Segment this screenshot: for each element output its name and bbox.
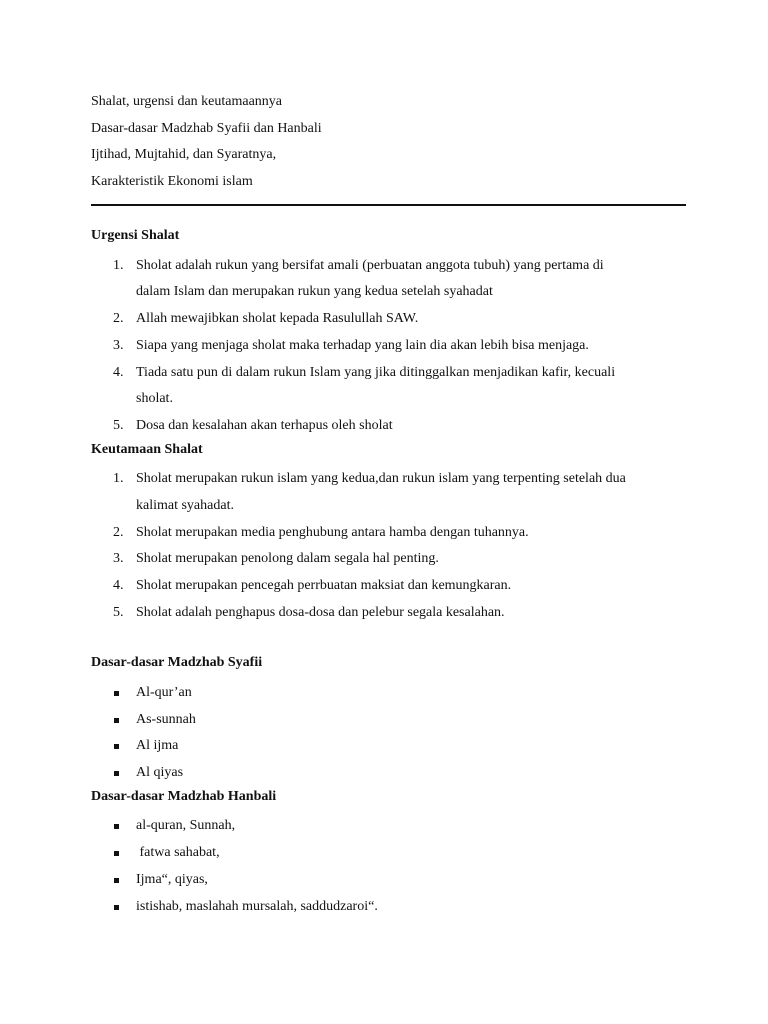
list-item <box>91 520 686 547</box>
square-bullet-icon <box>114 851 119 856</box>
list-item <box>91 733 686 760</box>
list-item-text: istishab, maslahah mursalah, saddudzaroi“. <box>136 898 378 914</box>
list-item-text: Al ijma <box>136 738 179 754</box>
list-item <box>91 413 686 440</box>
square-bullet-icon <box>114 824 119 829</box>
list-item <box>91 573 686 600</box>
topic-line: Shalat, urgensi dan keutamaannya <box>91 94 283 109</box>
urgensi-list <box>91 253 686 440</box>
list-item <box>91 546 686 573</box>
list-item <box>91 333 686 360</box>
topic-list <box>91 92 322 199</box>
list-number: 5. <box>113 604 124 620</box>
list-number: 3. <box>113 551 124 567</box>
section-heading-keutamaan: Keutamaan Shalat <box>91 441 203 457</box>
topic-line: Dasar-dasar Madzhab Syafii dan Hanbali <box>91 120 322 136</box>
list-item <box>91 360 686 413</box>
list-item <box>91 707 686 734</box>
list-item-text: kalimat syahadat. <box>136 498 234 513</box>
horizontal-divider <box>91 204 686 206</box>
document-body <box>91 226 686 920</box>
list-item-text: Sholat adalah penghapus dosa-dosa dan pelebur segala kesalahan. <box>136 604 505 620</box>
list-item-text: Tiada satu pun di dalam rukun Islam yang jika ditinggalkan menjadikan kafir, kecuali <box>136 364 616 380</box>
square-bullet-icon <box>114 771 119 776</box>
list-item-text: Sholat adalah rukun yang bersifat amali (perbuatan anggota tubuh) yang pertama di <box>136 257 604 273</box>
list-number: 3. <box>113 337 124 353</box>
list-item-text: Sholat merupakan pencegah perrbuatan maksiat dan kemungkaran. <box>136 578 512 594</box>
list-item <box>91 253 686 306</box>
list-item-text: fatwa sahabat, <box>136 845 220 861</box>
list-item <box>91 813 686 840</box>
topic-line: Ijtihad, Mujtahid, dan Syaratnya, <box>91 147 277 163</box>
list-item-text: Siapa yang menjaga sholat maka terhadap yang lain dia akan lebih bisa menjaga. <box>136 337 589 353</box>
list-item-text: Al-qur’an <box>136 684 192 700</box>
list-item-text: Allah mewajibkan sholat kepada Rasulullah SAW. <box>136 311 419 327</box>
section-heading-urgensi: Urgensi Shalat <box>91 228 180 243</box>
square-bullet-icon <box>114 744 119 749</box>
section-heading-hanbali: Dasar-dasar Madzhab Hanbali <box>91 788 277 804</box>
square-bullet-icon <box>114 905 119 910</box>
syafii-list <box>91 680 686 787</box>
list-number: 2. <box>113 311 124 327</box>
list-item <box>91 760 686 787</box>
list-number: 4. <box>113 578 124 594</box>
list-item-text: Dosa dan kesalahan akan terhapus oleh sholat <box>136 417 393 433</box>
list-item-text: As-sunnah <box>136 711 196 727</box>
square-bullet-icon <box>114 718 119 723</box>
list-number: 1. <box>113 471 124 487</box>
list-item-text: Al qiyas <box>136 765 184 780</box>
list-item <box>91 680 686 707</box>
list-item <box>91 600 686 627</box>
blank-line <box>91 627 686 654</box>
list-number: 1. <box>113 257 124 273</box>
list-item <box>91 306 686 333</box>
list-number: 4. <box>113 364 124 380</box>
list-item-text: Sholat merupakan media penghubung antara hamba dengan tuhannya. <box>136 524 529 540</box>
list-item-text: Sholat merupakan rukun islam yang kedua,dan rukun islam yang terpenting setelah dua <box>136 471 626 487</box>
list-item-text: Sholat merupakan penolong dalam segala hal penting. <box>136 551 439 567</box>
square-bullet-icon <box>114 691 119 696</box>
list-number: 5. <box>113 417 124 433</box>
keutamaan-list <box>91 466 686 626</box>
list-item-text: al-quran, Sunnah, <box>136 818 236 834</box>
topic-line: Karakteristik Ekonomi islam <box>91 174 253 190</box>
list-item-text: Ijma“, qiyas, <box>136 871 208 887</box>
list-number: 2. <box>113 524 124 540</box>
list-item <box>91 466 686 519</box>
list-item <box>91 867 686 894</box>
hanbali-list <box>91 813 686 920</box>
list-item <box>91 894 686 921</box>
section-heading-syafii: Dasar-dasar Madzhab Syafii <box>91 655 263 671</box>
square-bullet-icon <box>114 878 119 883</box>
list-item-text: sholat. <box>136 391 173 407</box>
list-item <box>91 840 686 867</box>
list-item-text: dalam Islam dan merupakan rukun yang kedua setelah syahadat <box>136 284 493 300</box>
